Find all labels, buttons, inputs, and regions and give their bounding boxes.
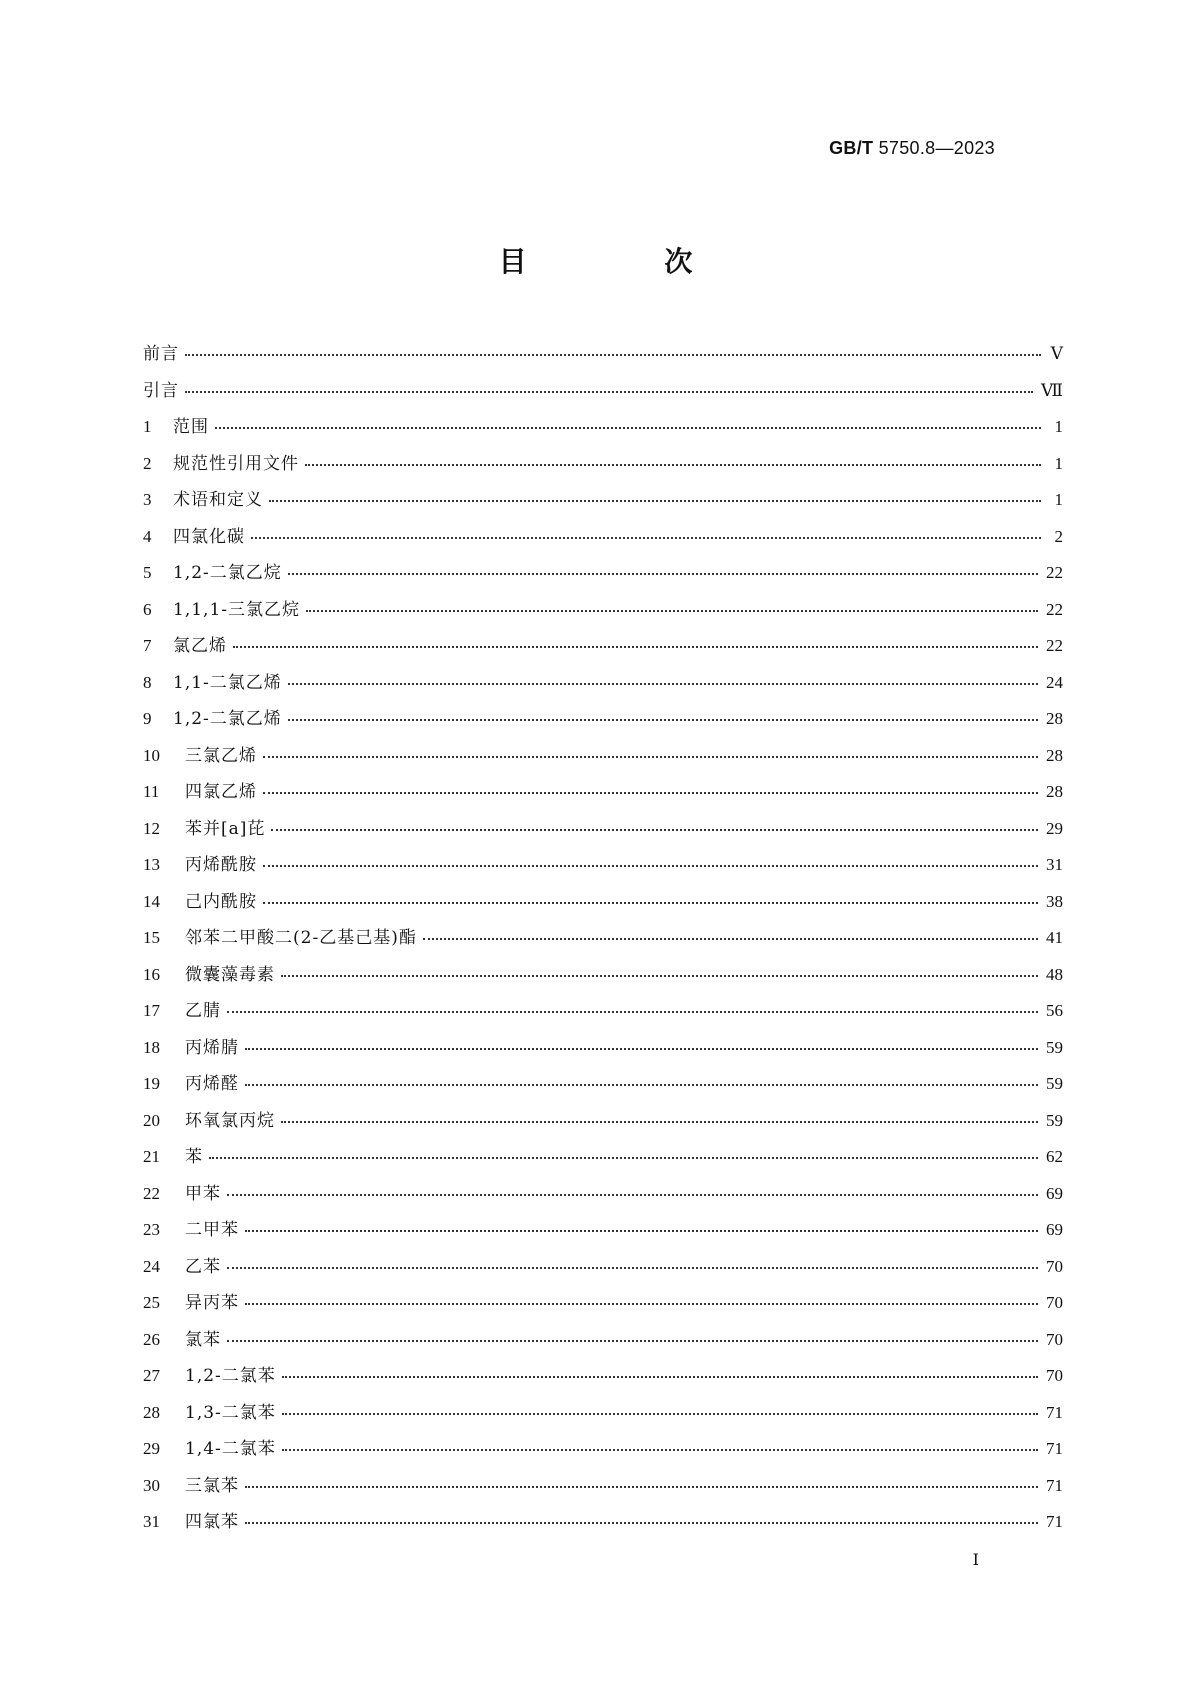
toc-entry[interactable]	[143, 665, 1063, 702]
toc-entry-label: 规范性引用文件	[173, 453, 299, 474]
toc-entry-number: 14	[143, 891, 160, 911]
toc-entry-label: 异丙苯	[185, 1293, 239, 1313]
toc-entry-page: 59	[1046, 1037, 1063, 1057]
toc-dot-leader	[227, 1340, 1038, 1342]
toc-entry-number: 26	[143, 1329, 160, 1349]
toc-entry[interactable]	[143, 482, 1063, 519]
toc-entry-page: Ⅴ	[1050, 344, 1063, 363]
toc-entry-number: 3	[143, 490, 152, 509]
toc-entry-number: 31	[143, 1512, 160, 1531]
toc-entry-label: 1,4-二氯苯	[185, 1439, 276, 1459]
toc-entry-label: 丙烯腈	[185, 1037, 239, 1058]
toc-dot-leader	[281, 1121, 1038, 1123]
toc-entry[interactable]	[143, 738, 1063, 775]
toc-entry-page: 69	[1046, 1183, 1063, 1203]
toc-entry-label: 四氯化碳	[173, 526, 245, 547]
toc-entry-page: 70	[1046, 1293, 1063, 1312]
toc-entry-page: 28	[1046, 782, 1063, 801]
toc-entry-number: 4	[143, 526, 152, 546]
toc-dot-leader	[209, 1157, 1038, 1159]
page-title: 目 次	[498, 245, 757, 278]
toc-dot-leader	[423, 938, 1038, 940]
toc-entry[interactable]	[143, 957, 1063, 994]
toc-entry-label: 微囊藻毒素	[185, 964, 275, 985]
toc-dot-leader	[233, 646, 1038, 648]
toc-dot-leader	[227, 1267, 1038, 1269]
toc-dot-leader	[306, 610, 1038, 612]
toc-entry-number: 15	[143, 928, 160, 947]
toc-entry-label: 三氯苯	[185, 1475, 239, 1496]
toc-entry-number: 29	[143, 1439, 160, 1458]
toc-entry-page: 22	[1046, 563, 1063, 582]
toc-dot-leader	[282, 1376, 1038, 1378]
toc-entry-label: 二甲苯	[185, 1220, 239, 1240]
toc-entry-page: 70	[1046, 1366, 1063, 1385]
toc-entry-page: 28	[1046, 709, 1063, 728]
toc-entry-number: 7	[143, 636, 152, 655]
toc-entry[interactable]	[143, 847, 1063, 884]
toc-dot-leader	[245, 1486, 1038, 1488]
toc-entry[interactable]	[143, 811, 1063, 848]
toc-entry-label: 范围	[173, 417, 209, 437]
toc-dot-leader	[245, 1303, 1038, 1305]
toc-entry-label: 苯	[185, 1147, 203, 1167]
toc-entry-number: 20	[143, 1110, 160, 1130]
toc-entry[interactable]	[143, 884, 1063, 921]
toc-entry-page: 70	[1046, 1256, 1063, 1276]
toc-entry[interactable]	[143, 1249, 1063, 1286]
toc-entry-page: Ⅶ	[1041, 380, 1063, 400]
toc-dot-leader	[215, 427, 1041, 429]
toc-dot-leader	[271, 829, 1038, 831]
toc-entry-number: 22	[143, 1183, 160, 1203]
toc-dot-leader	[282, 1449, 1038, 1451]
toc-entry[interactable]	[143, 519, 1063, 556]
toc-dot-leader	[305, 464, 1041, 466]
toc-entry[interactable]	[143, 774, 1063, 811]
toc-entry-number: 27	[143, 1366, 160, 1385]
toc-dot-leader	[185, 391, 1033, 393]
toc-entry-page: 71	[1046, 1439, 1063, 1458]
toc-entry-label: 术语和定义	[173, 490, 263, 510]
toc-entry[interactable]	[143, 628, 1063, 665]
toc-dot-leader	[281, 975, 1038, 977]
toc-entry-page: 71	[1046, 1475, 1063, 1495]
toc-entry-page: 70	[1046, 1329, 1063, 1349]
toc-dot-leader	[245, 1522, 1038, 1524]
toc-entry[interactable]	[143, 920, 1063, 957]
toc-entry-label: 四氯苯	[185, 1512, 239, 1532]
toc-entry-number: 1	[143, 417, 152, 436]
toc-entry-page: 24	[1046, 672, 1063, 692]
toc-entry-label: 己内酰胺	[185, 891, 257, 912]
toc-entry-page: 59	[1046, 1074, 1063, 1093]
toc-entry-page: 59	[1046, 1110, 1063, 1130]
toc-entry-page: 71	[1046, 1512, 1063, 1531]
standard-code	[829, 138, 995, 159]
toc-entry-label: 前言	[143, 344, 179, 364]
toc-entry-number: 6	[143, 599, 152, 619]
toc-entry[interactable]	[143, 409, 1063, 446]
toc-dot-leader	[227, 1011, 1038, 1013]
toc-entry-label: 1,1-二氯乙烯	[173, 672, 282, 693]
toc-entry[interactable]	[143, 1468, 1063, 1505]
toc-entry[interactable]	[143, 555, 1063, 592]
toc-entry-label: 四氯乙烯	[185, 782, 257, 802]
toc-entry-label: 乙腈	[185, 1001, 221, 1021]
toc-entry-label: 1,2-二氯苯	[185, 1366, 276, 1386]
toc-dot-leader	[185, 354, 1041, 356]
toc-dot-leader	[288, 573, 1038, 575]
toc-dot-leader	[288, 719, 1038, 721]
toc-entry[interactable]	[143, 1212, 1063, 1249]
toc-entry-label: 1,2-二氯乙烯	[173, 709, 282, 729]
toc-entry-label: 环氧氯丙烷	[185, 1110, 275, 1131]
page-number: Ⅰ	[972, 1552, 979, 1569]
toc-dot-leader	[282, 1413, 1038, 1415]
toc-entry-number: 28	[143, 1402, 160, 1422]
toc-entry-label: 丙烯醛	[185, 1074, 239, 1094]
toc-entry[interactable]	[143, 1504, 1063, 1541]
toc-entry[interactable]	[143, 1103, 1063, 1140]
toc-entry[interactable]	[143, 1176, 1063, 1213]
toc-entry-page: 41	[1046, 928, 1063, 947]
toc-dot-leader	[227, 1194, 1038, 1196]
toc-entry-label: 1,2-二氯乙烷	[173, 563, 282, 583]
toc-entry[interactable]	[143, 446, 1063, 483]
toc-entry-label: 氯乙烯	[173, 636, 227, 656]
toc-entry-number: 16	[143, 964, 160, 984]
toc-entry-label: 苯并[a]芘	[185, 818, 266, 839]
toc-entry-number: 9	[143, 709, 152, 728]
toc-dot-leader	[251, 537, 1041, 539]
toc-entry-page: 28	[1046, 745, 1063, 765]
toc-entry-number: 12	[143, 818, 160, 838]
toc-dot-leader	[263, 902, 1038, 904]
toc-entry[interactable]	[143, 1066, 1063, 1103]
toc-entry-page: 31	[1046, 855, 1063, 874]
toc-entry-number: 25	[143, 1293, 160, 1312]
toc-entry-page: 56	[1046, 1001, 1063, 1020]
toc-entry[interactable]	[143, 592, 1063, 629]
toc-entry-page: 29	[1046, 818, 1063, 838]
table-of-contents	[143, 336, 1063, 1541]
toc-entry-label: 甲苯	[185, 1183, 221, 1204]
toc-entry-number: 11	[143, 782, 160, 801]
toc-entry-page: 38	[1046, 891, 1063, 911]
toc-entry-number: 2	[143, 453, 152, 473]
toc-entry-label: 邻苯二甲酸二(2-乙基己基)酯	[185, 928, 417, 948]
toc-entry-number: 5	[143, 563, 152, 582]
toc-entry[interactable]	[143, 1030, 1063, 1067]
toc-entry-page: 1	[1054, 417, 1063, 436]
toc-entry-label: 1,3-二氯苯	[185, 1402, 276, 1423]
toc-entry[interactable]	[143, 1358, 1063, 1395]
toc-entry[interactable]	[143, 1139, 1063, 1176]
toc-dot-leader	[263, 756, 1038, 758]
toc-entry-number: 19	[143, 1074, 160, 1093]
toc-entry-label: 引言	[143, 380, 179, 401]
toc-entry-page: 69	[1046, 1220, 1063, 1239]
toc-entry-number: 18	[143, 1037, 160, 1057]
toc-dot-leader	[288, 683, 1038, 685]
toc-dot-leader	[263, 865, 1038, 867]
toc-dot-leader	[263, 792, 1038, 794]
toc-entry-number: 8	[143, 672, 152, 692]
toc-entry[interactable]	[143, 701, 1063, 738]
toc-entry[interactable]	[143, 1322, 1063, 1359]
toc-entry[interactable]	[143, 1431, 1063, 1468]
toc-entry[interactable]	[143, 336, 1063, 373]
toc-entry-label: 乙苯	[185, 1256, 221, 1277]
toc-entry-label: 三氯乙烯	[185, 745, 257, 766]
toc-entry-number: 24	[143, 1256, 160, 1276]
toc-entry-page: 48	[1046, 964, 1063, 984]
toc-entry-page: 22	[1046, 636, 1063, 655]
toc-entry-number: 10	[143, 745, 160, 765]
toc-entry-page: 2	[1054, 526, 1063, 546]
toc-entry[interactable]	[143, 373, 1063, 410]
toc-entry-number: 30	[143, 1475, 160, 1495]
toc-dot-leader	[245, 1048, 1038, 1050]
toc-entry-page: 71	[1046, 1402, 1063, 1422]
toc-entry-number: 13	[143, 855, 160, 874]
toc-entry-number: 17	[143, 1001, 160, 1020]
toc-entry-page: 1	[1054, 453, 1063, 473]
toc-entry-number: 21	[143, 1147, 160, 1166]
toc-entry[interactable]	[143, 1285, 1063, 1322]
toc-entry[interactable]	[143, 993, 1063, 1030]
toc-entry-label: 氯苯	[185, 1329, 221, 1350]
toc-entry-page: 22	[1046, 599, 1063, 619]
standard-code-number: 5750.8—2023	[873, 138, 995, 158]
toc-entry-page: 1	[1054, 490, 1063, 509]
standard-code-prefix: GB/T	[829, 138, 874, 158]
toc-dot-leader	[245, 1084, 1038, 1086]
toc-entry-page: 62	[1046, 1147, 1063, 1166]
toc-entry-label: 1,1,1-三氯乙烷	[173, 599, 300, 620]
toc-entry-label: 丙烯酰胺	[185, 855, 257, 875]
toc-dot-leader	[245, 1230, 1038, 1232]
toc-entry-number: 23	[143, 1220, 160, 1239]
toc-dot-leader	[269, 500, 1041, 502]
toc-entry[interactable]	[143, 1395, 1063, 1432]
